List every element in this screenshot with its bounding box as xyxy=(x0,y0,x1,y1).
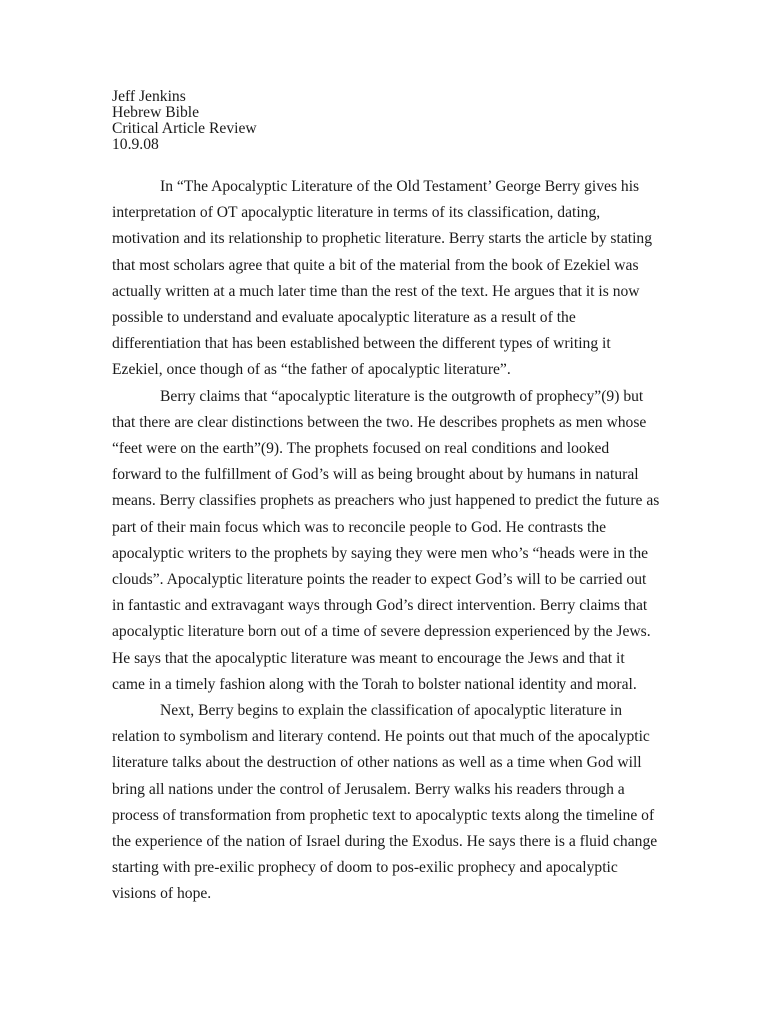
assignment-title: Critical Article Review xyxy=(112,120,257,137)
document-body xyxy=(112,174,660,908)
paragraph-3: Next, Berry begins to explain the classification of apocalyptic literature in relation to symbolism and literary contend. He points out that much of the apocalyptic literature talks about the destruction of other nations as well as a time when God will bring all nations under the control of Jerusalem. Berry walks his readers through a process of transformation from prophetic text to apocalyptic texts along the timeline of the experience of the nation of Israel during the Exodus. He says there is a fluid change starting with pre-exilic prophecy of doom to pos-exilic prophecy and apocalyptic visions of hope. xyxy=(112,702,658,903)
document-date: 10.9.08 xyxy=(112,136,159,153)
paragraph-1: In “The Apocalyptic Literature of the Old Testament’ George Berry gives his interpretation of OT apocalyptic literature in terms of its classification, dating, motivation and its relationship to prophetic literature. Berry starts the article by stating that most scholars agree that quite a bit of the material from the book of Ezekiel was actually written at a much later time than the rest of the text. He argues that it is now possible to understand and evaluate apocalyptic literature as a result of the differentiation that has been established between the different types of writing it Ezekiel, once though of as “the father of apocalyptic literature”. xyxy=(112,178,653,379)
course-name: Hebrew Bible xyxy=(112,104,200,121)
document-header xyxy=(112,89,672,153)
paragraph-2: Berry claims that “apocalyptic literature is the outgrowth of prophecy”(9) but that there are clear distinctions between the two. He describes prophets as men whose “feet were on the earth”(9). The prophets focused on real conditions and looked forward to the fulfillment of God’s will as being brought about by humans in natural means. Berry classifies prophets as preachers who just happened to predict the future as part of their main focus which was to reconcile people to God. He contrasts the apocalyptic writers to the prophets by saying they were men who’s “heads were in the clouds”. Apocalyptic literature points the reader to expect God’s will to be carried out in fantastic and extravagant ways through God’s direct intervention. Berry claims that apocalyptic literature born out of a time of severe depression experienced by the Jews. He says that the apocalyptic literature was meant to encourage the Jews and that it came in a timely fashion along with the Torah to bolster national identity and moral. xyxy=(112,387,660,693)
author-name: Jeff Jenkins xyxy=(112,88,186,105)
